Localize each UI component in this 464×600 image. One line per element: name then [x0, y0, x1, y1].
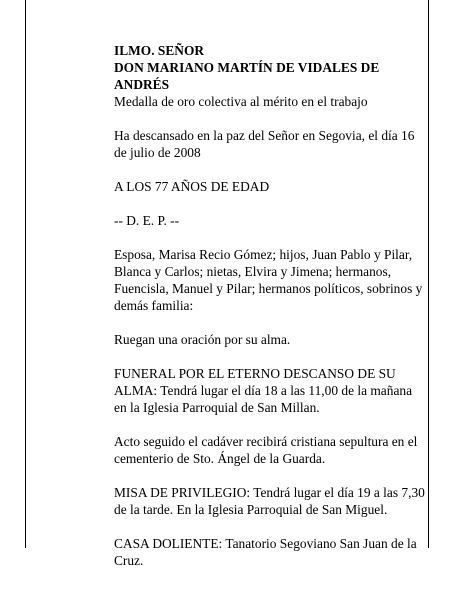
obituary-notice	[114, 42, 426, 569]
funeral-paragraph: FUNERAL POR EL ETERNO DESCANSO DE SU ALMA: Tendrá lugar el día 18 a las 11,00 de la mañana en la Iglesia Parroquial de San Millan.	[114, 366, 413, 415]
burial-paragraph: Acto seguido el cadáver recibirá cristiana sepultura en el cementerio de Sto. Ángel de la Guarda.	[114, 434, 418, 466]
rip-line: -- D. E. P. --	[114, 213, 180, 228]
title-line-2: DON MARIANO MARTÍN DE VIDALES DE ANDRÉS	[114, 60, 380, 92]
mass-paragraph: MISA DE PRIVILEGIO: Tendrá lugar el día 19 a las 7,30 de la tarde. En la Iglesia Parroquial de San Miguel.	[114, 485, 425, 517]
age-line: A LOS 77 AÑOS DE EDAD	[114, 179, 270, 194]
prayer-request: Ruegan una oración por su alma.	[114, 332, 291, 347]
distinction: Medalla de oro colectiva al mérito en el trabajo	[114, 94, 368, 109]
death-statement: Ha descansado en la paz del Señor en Segovia, el día 16 de julio de 2008	[114, 128, 415, 160]
mourning-house: CASA DOLIENTE: Tanatorio Segoviano San Juan de la Cruz.	[114, 536, 417, 568]
title-line-1: ILMO. SEÑOR	[114, 43, 205, 58]
family-paragraph: Esposa, Marisa Recio Gómez; hijos, Juan Pablo y Pilar, Blanca y Carlos; nietas, Elvira y Jimena; hermanos, Fuencisla, Manuel y Pilar; hermanos políticos, sobrinos y demás familia:	[114, 247, 423, 313]
